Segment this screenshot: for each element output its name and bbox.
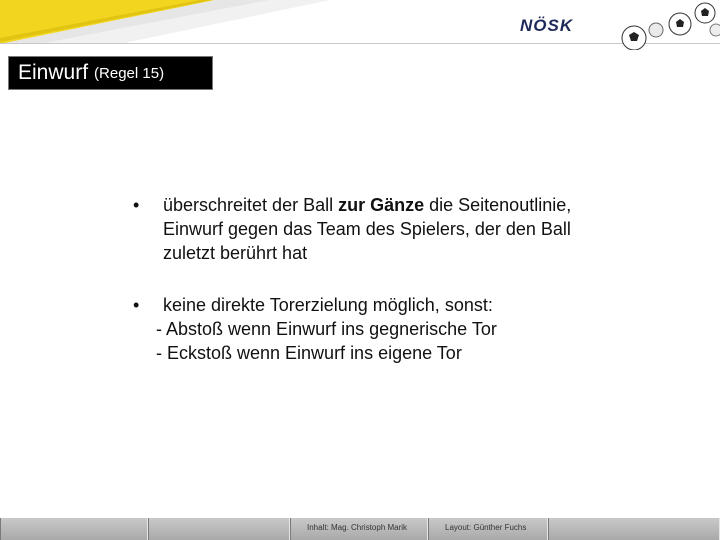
- bullet-text-emphasis: zur Gänze: [338, 195, 425, 215]
- footer-cell: [548, 518, 720, 540]
- slide-content: [133, 193, 573, 365]
- brand-logo-text: NÖSK: [520, 16, 574, 35]
- sub-bullet-line: - Abstoß wenn Einwurf ins gegnerische Tor: [156, 319, 497, 339]
- bullet-marker: •: [133, 295, 140, 315]
- footer-cell: [148, 518, 290, 540]
- sub-bullet-line: - Eckstoß wenn Einwurf ins eigene Tor: [156, 343, 462, 363]
- slide-title-rule-ref: (Regel 15): [94, 64, 165, 82]
- footer-bar: [0, 518, 720, 540]
- footer-content-credit: Inhalt: Mag. Christoph Marik: [307, 523, 408, 532]
- footer-cell: [0, 518, 148, 540]
- footer-cell: [428, 518, 548, 540]
- bullet-text: die Seitenoutlinie, Einwurf gegen das Team des Spielers, der den Ball zuletzt berührt hat: [163, 195, 572, 263]
- bullet-item: [133, 293, 573, 365]
- slide-title-box: [8, 56, 213, 90]
- bullet-text: überschreitet der Ball: [163, 195, 339, 215]
- bullet-item: [133, 193, 573, 265]
- footer-cell: [290, 518, 428, 540]
- footer-layout-credit: Layout: Günther Fuchs: [445, 523, 527, 532]
- bullet-marker: •: [133, 195, 140, 215]
- soccer-ball-icon: [612, 0, 720, 50]
- bullet-text: keine direkte Torerzielung möglich, sonst:: [163, 295, 493, 315]
- slide-title: Einwurf: [18, 61, 89, 84]
